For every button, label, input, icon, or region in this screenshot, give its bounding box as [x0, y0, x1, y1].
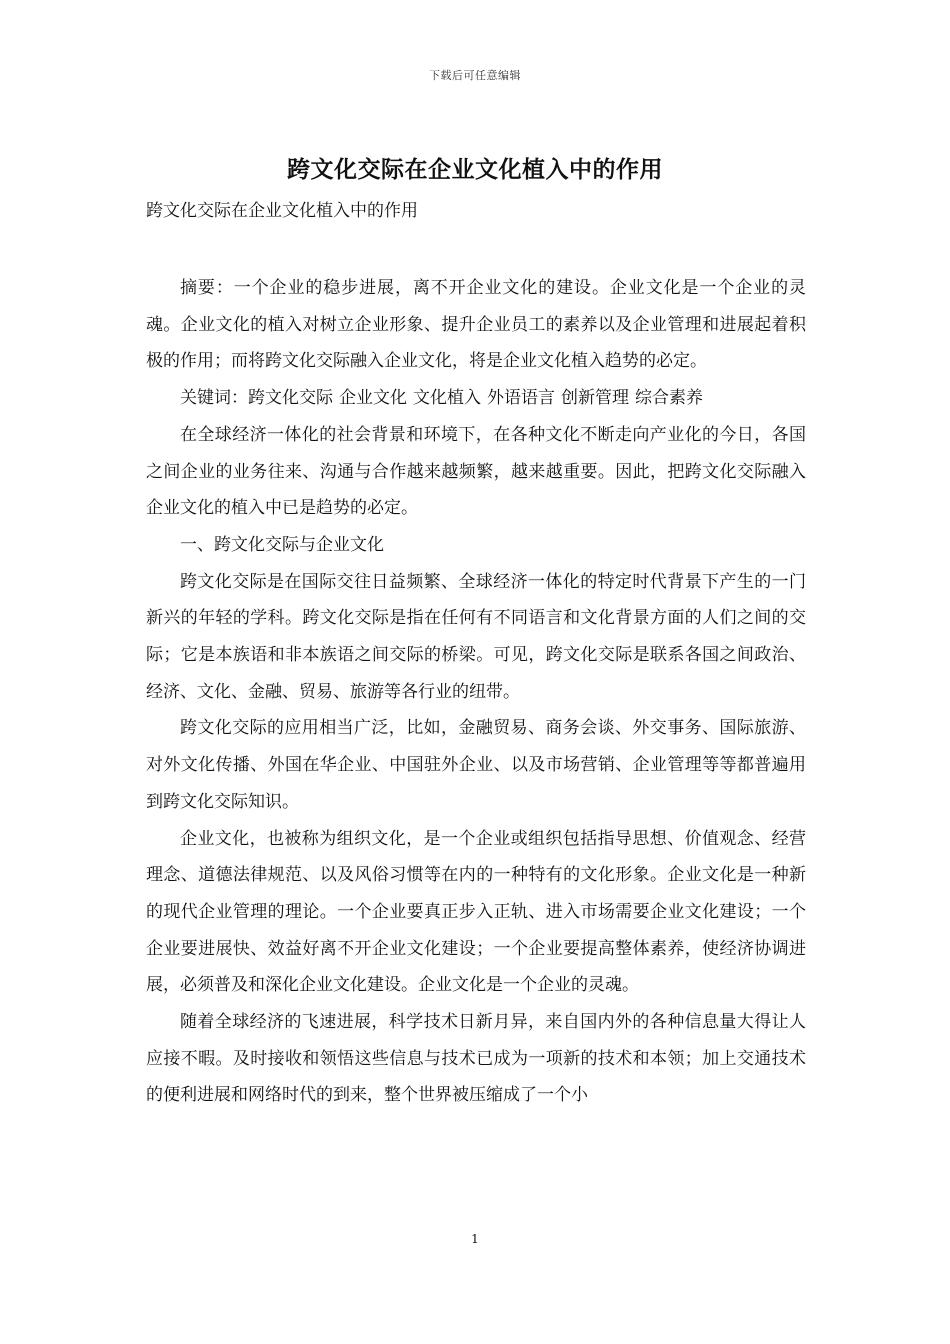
document-subtitle: 跨文化交际在企业文化植入中的作用 — [146, 201, 418, 221]
keyword: 企业文化 — [339, 388, 407, 409]
keyword: 文化植入 — [413, 388, 481, 409]
keyword: 综合素养 — [635, 388, 703, 409]
keyword: 外语语言 — [487, 388, 555, 409]
document-title: 跨文化交际在企业文化植入中的作用 — [287, 156, 663, 183]
body-paragraph: 跨文化交际是在国际交往日益频繁、全球经济一体化的特定时代背景下产生的一门新兴的年轻的学科。跨文化交际是指在任何有不同语言和文化背景方面的人们之间的交际；它是本族语和非本族语之间交际的桥梁。可见，跨文化交际是联系各国之间政治、经济、文化、金融、贸易、旅游等各行业的纽带。 — [146, 571, 806, 702]
keyword: 跨文化交际 — [248, 388, 333, 409]
document-body — [146, 270, 806, 1114]
body-paragraph: 在全球经济一体化的社会背景和环境下，在各种文化不断走向产业化的今日，各国之间企业的业务往来、沟通与合作越来越频繁，越来越重要。因此，把跨文化交际融入企业文化的植入中已是趋势的必定。 — [146, 424, 806, 519]
body-paragraph: 跨文化交际的应用相当广泛，比如，金融贸易、商务会谈、外交事务、国际旅游、对外文化传播、外国在华企业、中国驻外企业、以及市场营销、企业管理等等都普遍用到跨文化交际知识。 — [146, 718, 806, 812]
body-paragraph: 随着全球经济的飞速进展，科学技术日新月异，来自国内外的各种信息量大得让人应接不暇。及时接收和领悟这些信息与技术已成为一项新的技术和本领；加上交通技术的便利进展和网络时代的到来，整个世界被压缩成了一个小 — [146, 1012, 806, 1106]
abstract-paragraph: 摘要：一个企业的稳步进展，离不开企业文化的建设。企业文化是一个企业的灵魂。企业文化的植入对树立企业形象、提升企业员工的素养以及企业管理和进展起着积极的作用；而将跨文化交际融入企业文化，将是企业文化植入趋势的必定。 — [146, 278, 806, 372]
keywords-label: 关键词： — [180, 388, 248, 409]
keywords-paragraph — [146, 380, 806, 417]
body-paragraph: 企业文化，也被称为组织文化，是一个企业或组织包括指导思想、价值观念、经营理念、道德法律规范、以及风俗习惯等在内的一种特有的文化形象。企业文化是一种新的现代企业管理的理论。一个企业要真正步入正轨、进入市场需要企业文化建设；一个企业要进展快、效益好离不开企业文化建设；一个企业要提高整体素养，使经济协调进展，必须普及和深化企业文化建设。企业文化是一个企业的灵魂。 — [146, 828, 806, 996]
page-header-note: 下载后可任意编辑 — [429, 69, 521, 82]
section-heading: 一、跨文化交际与企业文化 — [180, 534, 384, 555]
keyword: 创新管理 — [561, 388, 629, 409]
page-number: 1 — [471, 1232, 479, 1246]
